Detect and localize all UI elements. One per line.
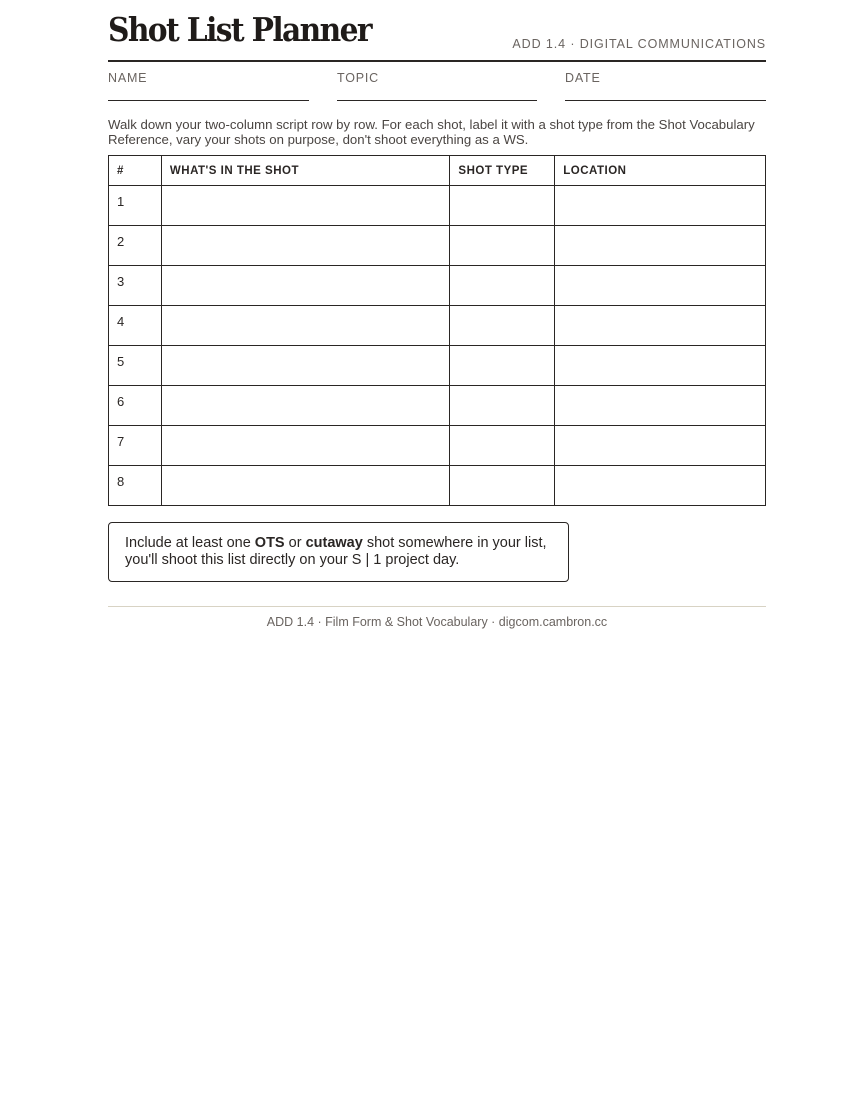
name-label: NAME [108, 71, 148, 85]
shot-content-cell[interactable] [161, 306, 450, 346]
page-footer: ADD 1.4 · Film Form & Shot Vocabulary · digcom.cambron.cc [108, 606, 766, 629]
shot-list-table [108, 155, 766, 506]
callout-text-2: or [284, 535, 306, 551]
shot-content-cell[interactable] [161, 186, 450, 226]
column-header-shot-type: SHOT TYPE [450, 156, 555, 186]
column-header-shot-content: WHAT'S IN THE SHOT [161, 156, 450, 186]
table-row [109, 306, 766, 346]
row-number: 2 [109, 226, 162, 266]
row-number: 8 [109, 466, 162, 506]
shot-content-cell[interactable] [161, 386, 450, 426]
row-number: 6 [109, 386, 162, 426]
table-row [109, 266, 766, 306]
page-header [108, 0, 766, 62]
table-row [109, 386, 766, 426]
row-number: 5 [109, 346, 162, 386]
table-row [109, 346, 766, 386]
table-row [109, 186, 766, 226]
row-number: 7 [109, 426, 162, 466]
location-cell[interactable] [555, 266, 766, 306]
shot-content-cell[interactable] [161, 266, 450, 306]
shot-content-cell[interactable] [161, 426, 450, 466]
shot-type-cell[interactable] [450, 306, 555, 346]
shot-type-cell[interactable] [450, 226, 555, 266]
course-label: ADD 1.4 · DIGITAL COMMUNICATIONS [512, 37, 766, 51]
shot-type-cell[interactable] [450, 466, 555, 506]
table-row [109, 226, 766, 266]
location-cell[interactable] [555, 306, 766, 346]
topic-field[interactable] [337, 69, 537, 101]
location-cell[interactable] [555, 466, 766, 506]
instructions-text: Walk down your two-column script row by row. For each shot, label it with a shot type from the Shot Vocabulary Reference, vary your shots on purpose, don't shoot everything as a WS. [108, 117, 755, 147]
shot-content-cell[interactable] [161, 466, 450, 506]
location-cell[interactable] [555, 426, 766, 466]
worksheet-page [108, 0, 766, 629]
shot-type-cell[interactable] [450, 346, 555, 386]
column-header-number: # [109, 156, 162, 186]
callout-cutaway: cutaway [305, 535, 363, 551]
table-header-row [109, 156, 766, 186]
table-row [109, 466, 766, 506]
date-field[interactable] [565, 69, 766, 101]
callout-text-3: shot somewhere in your list, you'll shoot this list directly on your S | 1 project day. [125, 535, 547, 568]
row-number: 3 [109, 266, 162, 306]
shot-type-cell[interactable] [450, 186, 555, 226]
shot-type-cell[interactable] [450, 266, 555, 306]
page-title: Shot List Planner [108, 10, 371, 49]
name-field[interactable] [108, 69, 309, 101]
shot-content-cell[interactable] [161, 346, 450, 386]
reminder-callout [108, 522, 569, 582]
location-cell[interactable] [555, 226, 766, 266]
row-number: 1 [109, 186, 162, 226]
topic-label: TOPIC [337, 71, 379, 85]
student-info-fields [108, 69, 766, 109]
callout-text-1: Include at least one [125, 535, 255, 551]
location-cell[interactable] [555, 346, 766, 386]
shot-type-cell[interactable] [450, 386, 555, 426]
table-row [109, 426, 766, 466]
shot-content-cell[interactable] [161, 226, 450, 266]
date-label: DATE [565, 71, 601, 85]
callout-ots: OTS [254, 535, 285, 551]
column-header-location: LOCATION [555, 156, 766, 186]
shot-type-cell[interactable] [450, 426, 555, 466]
location-cell[interactable] [555, 386, 766, 426]
location-cell[interactable] [555, 186, 766, 226]
row-number: 4 [109, 306, 162, 346]
